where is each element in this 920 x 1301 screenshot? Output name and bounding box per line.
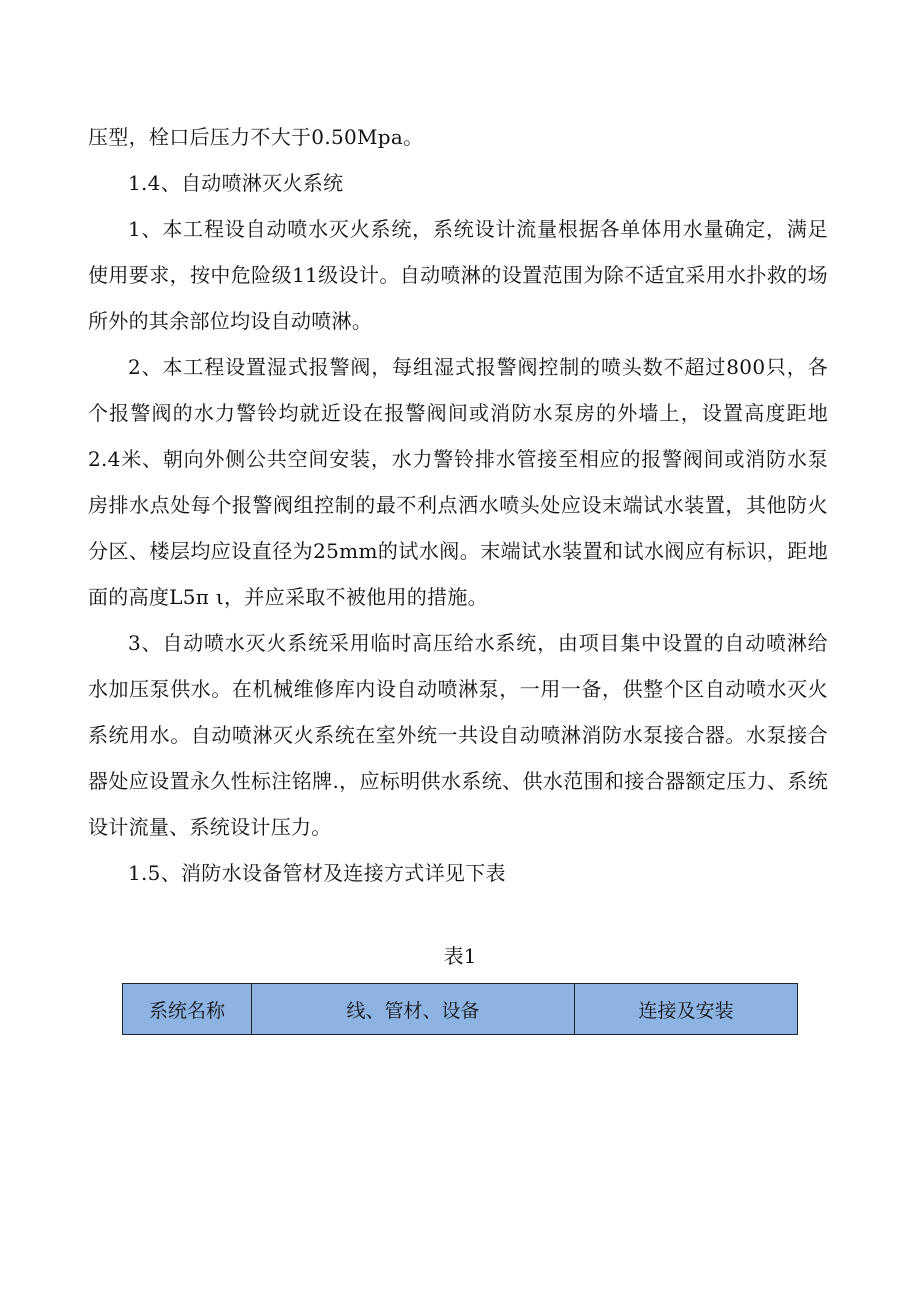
- header-connection: 连接及安装: [575, 984, 798, 1035]
- table-caption: 表1: [443, 944, 477, 968]
- paragraph-item-2: 2、本工程设置湿式报警阀，每组湿式报警阀控制的喷头数不超过800只，各个报警阀的水力警铃均就近设在报警阀间或消防水泵房的外墙上，设置高度距地2.4米、朝向外侧公共空间安装，水力警铃排水管接至相应的报警阀间或消防水泵房排水点处每个报警阀组控制的最不利点洒水喷头处应设末端试水装置，其他防火分区、楼层均应设直径为25mm的试水阀。末端试水装置和试水阀应有标识，距地面的高度L5π ι，并应采取不被他用的措施。: [88, 355, 828, 609]
- equipment-table: [122, 983, 798, 1035]
- table-header-row: [123, 984, 798, 1035]
- paragraph-continuation: 压型，栓口后压力不大于0.50Mpa。: [88, 125, 424, 149]
- section-heading-1-4: 1.4、自动喷淋灭火系统: [128, 171, 344, 195]
- header-materials: 线、管材、设备: [252, 984, 575, 1035]
- paragraph-item-1: 1、本工程设自动喷水灭火系统，系统设计流量根据各单体用水量确定，满足使用要求，按中危险级11级设计。自动喷淋的设置范围为除不适宜采用水扑救的场所外的其余部位均设自动喷淋。: [88, 217, 828, 333]
- paragraph-item-3: 3、自动喷水灭火系统采用临时高压给水系统，由项目集中设置的自动喷淋给水加压泵供水。在机械维修库内设自动喷淋泵，一用一备，供整个区自动喷水灭火系统用水。自动喷淋灭火系统在室外统一共设自动喷淋消防水泵接合器。水泵接合器处应设置永久性标注铭牌.，应标明供水系统、供水范围和接合器额定压力、系统设计流量、系统设计压力。: [88, 631, 828, 839]
- section-heading-1-5: 1.5、消防水设备管材及连接方式详见下表: [128, 861, 506, 885]
- body-text: [88, 114, 828, 896]
- header-system-name: 系统名称: [123, 984, 252, 1035]
